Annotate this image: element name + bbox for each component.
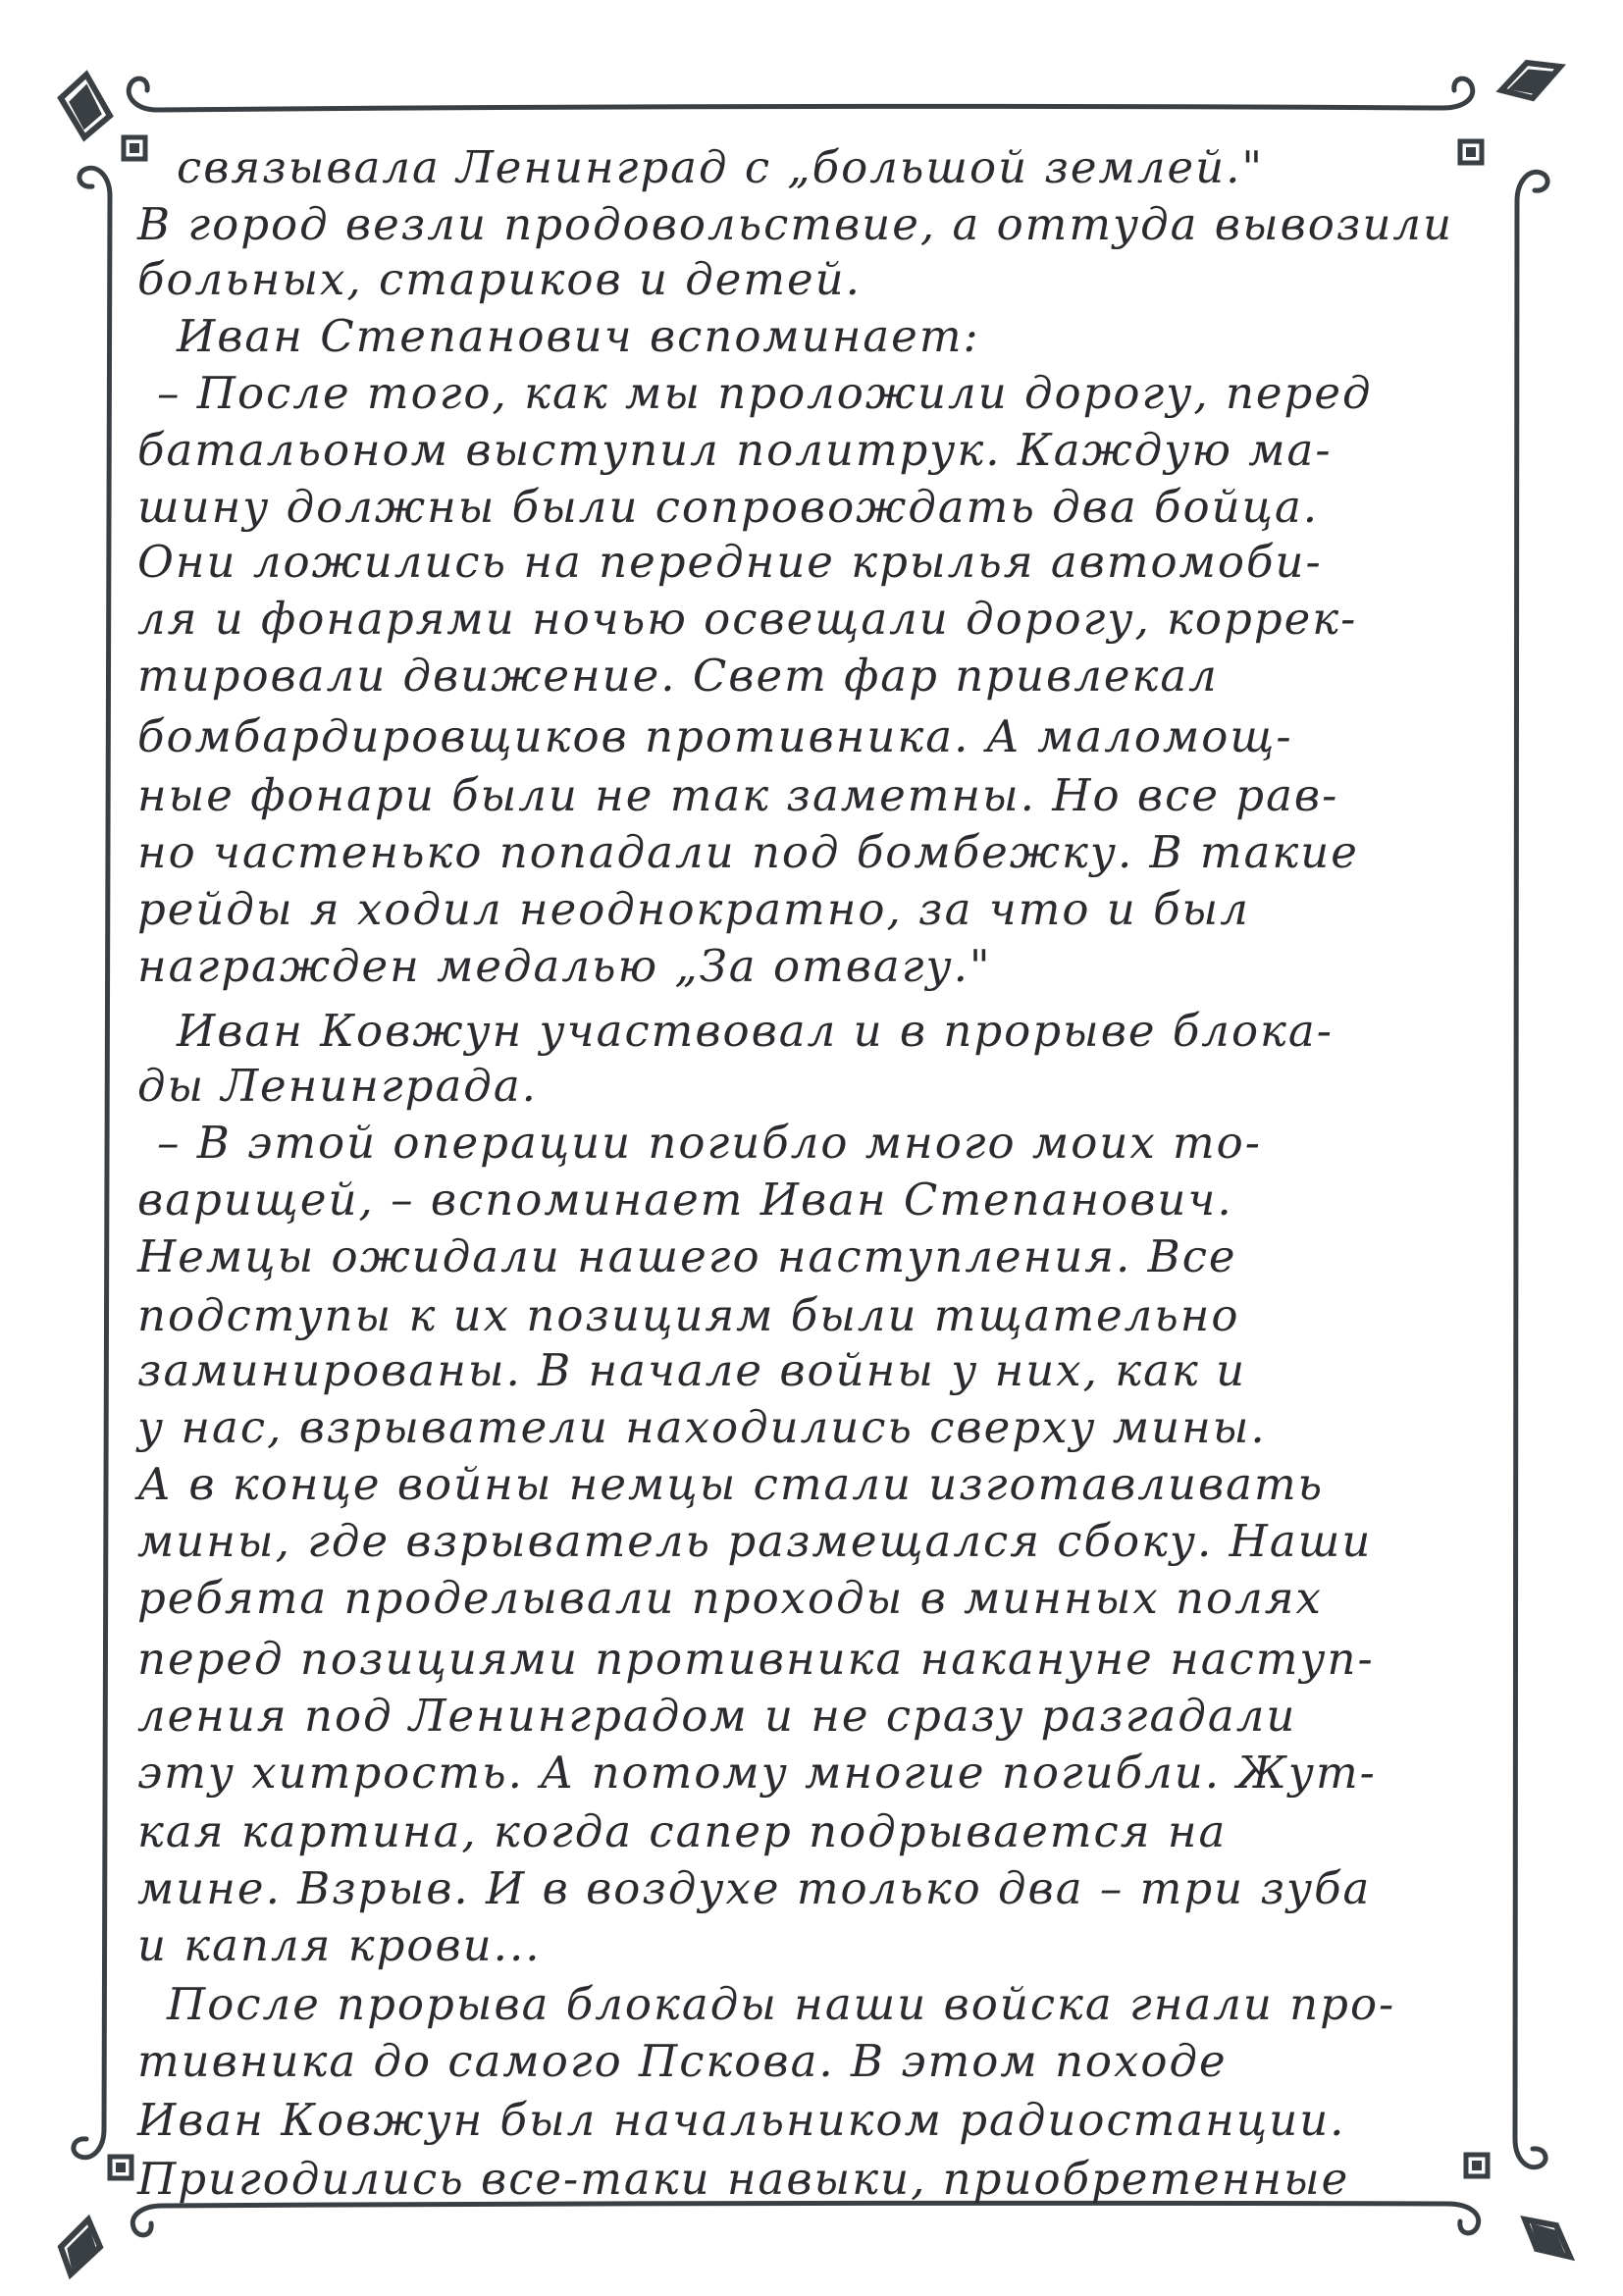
text-line: тивника до самого Пскова. В этом походе: [137, 2035, 1228, 2087]
text-line: но частенько попадали под бомбежку. В такие: [137, 826, 1359, 878]
frame-top-line: [157, 106, 1442, 110]
text-line: – После того, как мы проложили дорогу, перед: [157, 367, 1373, 419]
text-line: ребята проделывали проходы в минных полях: [137, 1572, 1323, 1624]
text-line: В город везли продовольствие, а оттуда вывозили: [137, 198, 1454, 250]
frame-curl-top-right: [1442, 78, 1473, 108]
text-line: больных, стариков и детей.: [137, 253, 862, 305]
text-line: награжден медалью „За отвагу.": [137, 940, 992, 992]
text-line: А в конце войны немцы стали изготавливать: [137, 1458, 1325, 1510]
text-line: – В этой операции погибло много моих то-: [157, 1117, 1262, 1169]
text-line: кая картина, когда сапер подрывается на: [137, 1805, 1228, 1857]
frame-curl-top-left: [129, 78, 157, 110]
text-line: Немцы ожидали нашего наступления. Все: [137, 1230, 1237, 1282]
text-line: Иван Степанович вспоминает:: [177, 310, 980, 362]
text-line: и капля крови...: [137, 1919, 542, 1971]
text-line: ды Ленинграда.: [137, 1060, 538, 1112]
text-line: ления под Ленинградом и не сразу разгадали: [137, 1690, 1297, 1742]
frame-right-line: [1515, 201, 1518, 2139]
frame-left-line: [104, 196, 110, 2129]
text-line: ные фонари были не так заметны. Но все рав-: [137, 769, 1339, 821]
text-line: у нас, взрыватели находились сверху мины.: [137, 1401, 1267, 1453]
text-line: варищей, – вспоминает Иван Степанович.: [137, 1174, 1233, 1226]
frame-curl-bottom-right: [1447, 2204, 1479, 2233]
text-line: подступы к их позициям были тщательно: [137, 1289, 1240, 1341]
text-line: бомбардировщиков противника. А маломощ-: [137, 710, 1293, 762]
text-line: мины, где взрыватель размещался сбоку. Наши: [137, 1515, 1373, 1567]
text-line: Пригодились все-таки навыки, приобретенные: [137, 2153, 1350, 2205]
frame-curl-bottom-left: [132, 2206, 162, 2235]
text-line: После прорыва блокады наши войска гнали про-: [167, 1978, 1396, 2030]
text-line: Иван Ковжун участвовал и в прорыве блока-: [177, 1005, 1334, 1057]
text-line: Иван Ковжун был начальником радиостанции.: [137, 2094, 1346, 2146]
text-line: ля и фонарями ночью освещали дорогу, коррек-: [137, 593, 1358, 645]
text-line: шину должны были сопровождать два бойца.: [137, 481, 1320, 533]
text-line: тировали движение. Свет фар привлекал: [137, 650, 1219, 702]
text-line: заминированы. В начале войны у них, как и: [137, 1344, 1247, 1396]
text-line: связывала Ленинград с „большой землей.": [177, 141, 1265, 193]
text-line: рейды я ходил неоднократно, за что и был: [137, 883, 1250, 935]
text-line: мине. Взрыв. И в воздухе только два – три зуба: [137, 1862, 1372, 1914]
text-line: эту хитрость. А потому многие погибли. Жут-: [137, 1747, 1377, 1799]
text-line: Они ложились на передние крылья автомоби-: [137, 536, 1323, 588]
text-line: батальоном выступил политрук. Каждую ма-: [137, 424, 1333, 476]
text-line: перед позициями противника накануне наступ-: [137, 1633, 1375, 1685]
